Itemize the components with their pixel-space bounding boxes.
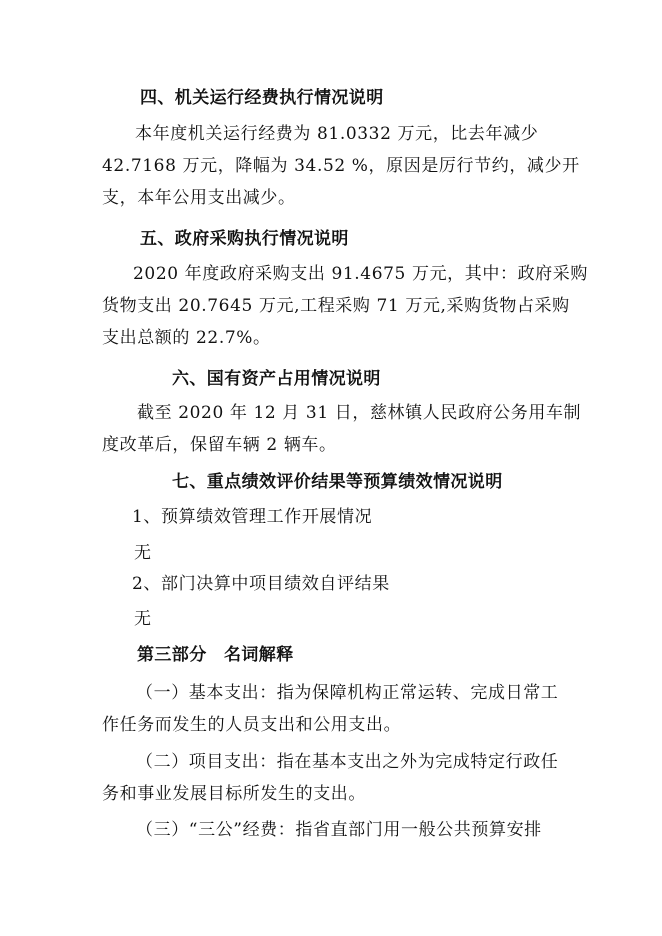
term-2-line-1: （二）项目支出：指在基本支出之外为完成特定行政任 xyxy=(136,752,559,772)
section-6-heading: 六、国有资产占用情况说明 xyxy=(172,369,381,389)
section-7-item-1: 1、预算绩效管理工作开展情况 xyxy=(132,507,373,527)
section-7-heading: 七、重点绩效评价结果等预算绩效情况说明 xyxy=(172,472,503,492)
section-4-heading: 四、机关运行经费执行情况说明 xyxy=(140,88,384,108)
term-1-line-2: 作任务而发生的人员支出和公用支出。 xyxy=(102,715,402,735)
term-1-line-1: （一）基本支出：指为保障机构正常运转、完成日常工 xyxy=(136,683,559,703)
section-4-paragraph-line-2: 42.7168 万元，降幅为 34.52 %，原因是厉行节约，减少开 xyxy=(102,156,580,176)
section-7-item-2: 2、部门决算中项目绩效自评结果 xyxy=(132,574,390,594)
section-6-paragraph-line-1: 截至 2020 年 12 月 31 日，慈林镇人民政府公务用车制 xyxy=(137,403,582,423)
term-2-line-2: 务和事业发展目标所发生的支出。 xyxy=(102,784,366,804)
section-7-item-1-value: 无 xyxy=(134,543,152,563)
section-7-item-2-value: 无 xyxy=(134,609,152,629)
part-3-heading: 第三部分 名词解释 xyxy=(137,645,294,665)
section-6-paragraph-line-2: 度改革后，保留车辆 2 辆车。 xyxy=(102,435,337,455)
section-4-paragraph-line-1: 本年度机关运行经费为 81.0332 万元，比去年减少 xyxy=(135,124,539,144)
section-5-paragraph-line-3: 支出总额的 22.7%。 xyxy=(102,328,271,348)
section-4-paragraph-line-3: 支，本年公用支出减少。 xyxy=(102,188,296,208)
section-5-paragraph-line-1: 2020 年度政府采购支出 91.4675 万元，其中：政府采购 xyxy=(133,264,588,284)
term-3-line-1: （三）“三公”经费：指省直部门用一般公共预算安排 xyxy=(136,820,542,840)
section-5-heading: 五、政府采购执行情况说明 xyxy=(140,229,349,249)
section-5-paragraph-line-2: 货物支出 20.7645 万元,工程采购 71 万元,采购货物占采购 xyxy=(102,296,570,316)
